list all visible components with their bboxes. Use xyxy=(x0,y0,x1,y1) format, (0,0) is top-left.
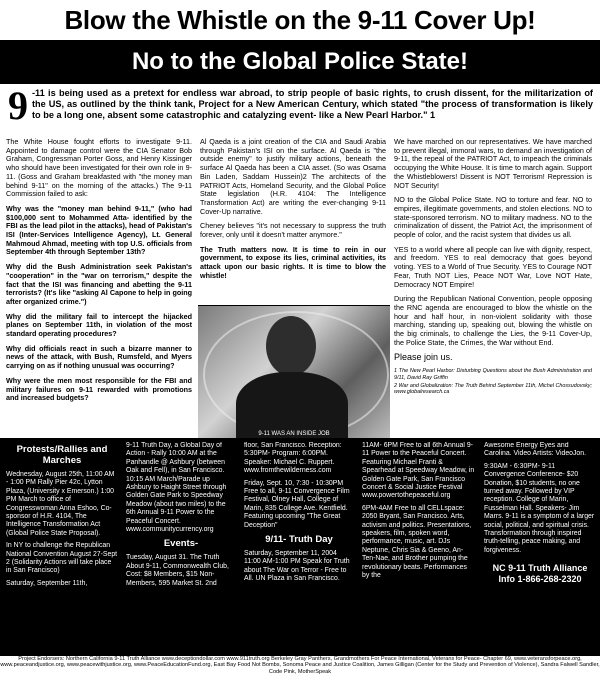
question-1: Why was the "money man behind 9-11," (who had $100,000 sent to Mohammed Atta- identified by the FBI as the lead pilot in the attacks), head of Pakistan's ISI (Inter-Services Intelligence Agency), Lt. General Mahmoud Ahmad, meeting with top U.S. officials from September 4th through September 13th? xyxy=(6,203,192,257)
event-text: 6PM-4AM Free to all CELLspace: 2050 Bryant, San Francisco. Arts, activism and politics. Presentations, speakers, film, spoken word, performance, music, art. DJs Neptune, Chris Sia & Geeno, An-Ten-Nae, and Brother pumping the revolutionary beats. Performances by the xyxy=(362,504,472,580)
col3-paragraph-2: NO to the Global Police State. NO to torture and fear. NO to empires, illegitimate governments, and stolen elections. NO to state-sponsored terrorism. NO to military madness. NO to the criminalization of dissent, the Patriot Act, the imprisonment of people of color, and the racist system that divides us all. xyxy=(394,195,592,240)
events-section xyxy=(0,438,600,656)
col3-paragraph-1: We have marched on our representatives. We have marched to prevent illegal, immoral wars, to demand an investigation of 9-11, the repeal of the PATRIOT Act, to impeach the criminals occupying the White House. It is time to march again. Support the Whistleblowers! Dissent is NOT Terrorism! Repression is NOT Security! xyxy=(394,138,592,190)
event-text: Wednesday, August 25th, 11:00 AM - 1:00 PM Rally Pier 42c, Lytton Plaza, (University x Emerson.) 1:00 PM March to office of Congresswoman Anna Eshoo, Co-sponsor of H.R. 4104, The Intelligence Transformation Act (Global Police State Proposal). xyxy=(6,471,115,537)
column-marches xyxy=(394,138,592,406)
photo-caption: 9-11 WAS AN INSIDE JOB xyxy=(258,431,330,437)
question-4: Why did officials react in such a bizarre manner to news of the attack, with Bush, Rumsfeld, and Myers carrying on as if nothing unusual was occurring? xyxy=(6,343,192,371)
events-column-5 xyxy=(484,442,596,652)
event-text: Saturday, September 11th, xyxy=(6,579,88,587)
event-text: Awesome Energy Eyes and Carolina. Video Artists: VideoJon. xyxy=(484,442,587,458)
event-text: 9:30AM - 6:30PM- 9-11 Convergence Conference- $20 Donation, $10 students, no one turned away. Followed by VIP reception. College of Marin, Fusselman Hall. Speakers- Jim Marrs. 9-11 is a symptom of a larger social, political, and spiritual crisis. Transformation through inspired truth-telling, peace making, and forgiveness. xyxy=(484,462,595,554)
event-text: Tuesday, August 31. The Truth About 9-11, Commonwealth Club, Cost: $8 Members, $15 Non-Members, 595 Market St. 2nd xyxy=(126,554,229,587)
alliance-phone: Info 1-866-268-2320 xyxy=(498,574,582,585)
alliance-name: NC 9-11 Truth Alliance xyxy=(492,563,588,574)
col2-paragraph-2: Cheney believes "it's not necessary to suppress the truth forever, only until it doesn't matter anymore." xyxy=(200,221,386,240)
dollar-photo xyxy=(198,305,390,439)
event-text: 9-11 Truth Day, a Global Day of Action - Rally 10:00 AM at the Panhandle @ Ashbury (between Oak and Fell), in San Francisco. 10:15 AM March/Parade up Ashbury to Haight Street through Golden Gate Park to Speedway Meadow (about two miles) to the 6th Annual 9-11 Power to the Peaceful Concert. www.communitycurrency.org xyxy=(126,442,227,534)
col1-paragraph: The White House fought efforts to investigate 9-11. Appointed to damage control were the CIA Senator Bob Graham, Congressman Porter Goss, and Henry Kissinger who should have been investigated for their own role in 9-11. (Goss and Graham breakfasted with "the money man behind 9-11" on the morning of the attacks.) The 9-11 Commission failed to ask: xyxy=(6,138,192,199)
event-text: 11AM- 6PM Free to all 6th Annual 9-11 Power to the Peaceful Concert. Featuring Michael Franti & Spearhead at Speedway Meadow, in Golden Gate Park, San Francisco Concert & Social Justice Festival www.powertothepeaceful.org xyxy=(362,442,475,500)
events-column-3 xyxy=(244,442,354,652)
intro-text: -11 is being used as a pretext for endless war abroad, to strip people of basic rights, to crush dissent, for the militarization of the US, as outlined by the think tank, Project for a New American Century, which stated "the process of transformation is likely to be a long one, absent some catastrophic and catalyzing event- like a New Pearl Harbor." 1 xyxy=(32,88,593,120)
col3-paragraph-4: During the Republican National Convention, people opposing the RNC agenda are encouraged to blow the whistle on the hour and half hour, in non-violent solidarity with those marching, standing up, speaking out, blowing the whistle on the big criminals, to challenge the Lies, the 9-11 Cover-Up, the Police State, the Crimes, the War without End. xyxy=(394,294,592,347)
question-2: Why did the Bush Administration seek Pakistan's "cooperation" in the "war on terrorism," despite the fact that the ISI was financing and abetting the 9-11 terrorists? (It's like "asking Al Capone to help in going after organized crime.") xyxy=(6,262,192,306)
footnote-1: 1 The New Pearl Harbor: Disturbing Questions about the Bush Administration and 9/11, David Ray Griffin xyxy=(394,368,592,381)
intro-paragraph xyxy=(8,88,593,136)
event-text: Friday, Sept. 10, 7:30 - 10:30PM Free to all, 9-11 Convergence Film Festival, Olney Hall, College of Marin, 835 College Ave. Kentfield. Featuring upcoming "The Great Deception" xyxy=(244,479,350,529)
endorsers-footer: Project Endorsers: Northern California 9-11 Truth Alliance www.deceptiondollar.com www.911truth.org Berkeley Gray Panthers, Grandmothers For Peace International, Veterans for Peace- Chapter 69, www.veteransforpeace.org, www.peaceandjustice.org, www.peacewithjustice.org, www.PeaceEducationFund.org, East Bay Food Not Bombs, Sonoma Peace and Justice Coalition, James Gilligan (Center for the Study and Prevention of Violence), Sandra Falwell Sandler, Code Pink, MotherSpeak xyxy=(0,656,600,675)
events-heading: Events- xyxy=(163,538,199,550)
drop-cap: 9 xyxy=(8,88,28,128)
events-column-1 xyxy=(6,442,118,652)
flyer-title: Blow the Whistle on the 9-11 Cover Up! xyxy=(64,5,536,35)
protests-heading: Protests/Rallies and Marches xyxy=(16,444,108,466)
event-text: Saturday, September 11, 2004 11:00 AM-1:00 PM Speak for Truth about The War on Terror - Free to All. UN Plaza in San Francisco. xyxy=(244,550,350,583)
column-questions xyxy=(6,138,192,406)
flyer-banner: No to the Global Police State! xyxy=(0,40,600,84)
events-column-2 xyxy=(126,442,236,652)
truth-day-heading: 9/11- Truth Day xyxy=(265,534,333,546)
portrait-head xyxy=(266,316,316,376)
column-alqaeda xyxy=(200,138,386,303)
question-5: Why were the men most responsible for the FBI and military failures on 9-11 rewarded with promotions and increased budgets? xyxy=(6,375,192,403)
question-3: Why did the military fail to intercept the hijacked planes on September 11th, in violation of the most standard operating procedures? xyxy=(6,311,192,339)
event-text: In NY to challenge the Republican National Convention August 27-Sept 2 (Solidarity Actions will take place in San Francisco) xyxy=(6,542,118,575)
footnote-2: 2 War and Globalization: The Truth Behind September 11th, Michel Chossudovsky; www.globalresearch.ca xyxy=(394,382,592,396)
please-join: Please join us. xyxy=(394,352,453,363)
portrait-suit xyxy=(236,372,348,439)
event-text: floor, San Francisco. Reception: 5:30PM- Program: 6:00PM. Speaker: Michael C. Ruppert. www.fromthewilderness.com xyxy=(244,442,342,475)
col2-paragraph-1: Al Qaeda is a joint creation of the CIA and Saudi Arabia through Pakistan's ISI on the surface. Al Qaeda is "the outside enemy" to justify military actions, beneath the surface Al Qaeda has been a CIA asset. (So was Osama Bin Laden, Saddam Hussein)2 The architects of the PATRIOT Acts, Homeland Security, and the Global Police State legislation (H.R. 4104: The Intelligence Transformation Act) are writing the ever-changing 9-11 Cover-Up narrative. xyxy=(200,138,386,216)
events-column-4 xyxy=(362,442,476,652)
col2-call-to-action: The Truth matters now. It is time to rein in our government, to expose its lies, criminal activities, its attack upon our basic rights. It is time to blow the whistle! xyxy=(200,244,386,280)
col3-paragraph-3: YES to a world where all people can live with dignity, respect, and freedom. YES to real democracy that goes beyond voting. YES to a World of True Security. YES to Courage NOT Fear, Truth NOT Lies, Peace NOT War, Love NOT Hate, Democracy NOT Empire! xyxy=(394,244,592,289)
